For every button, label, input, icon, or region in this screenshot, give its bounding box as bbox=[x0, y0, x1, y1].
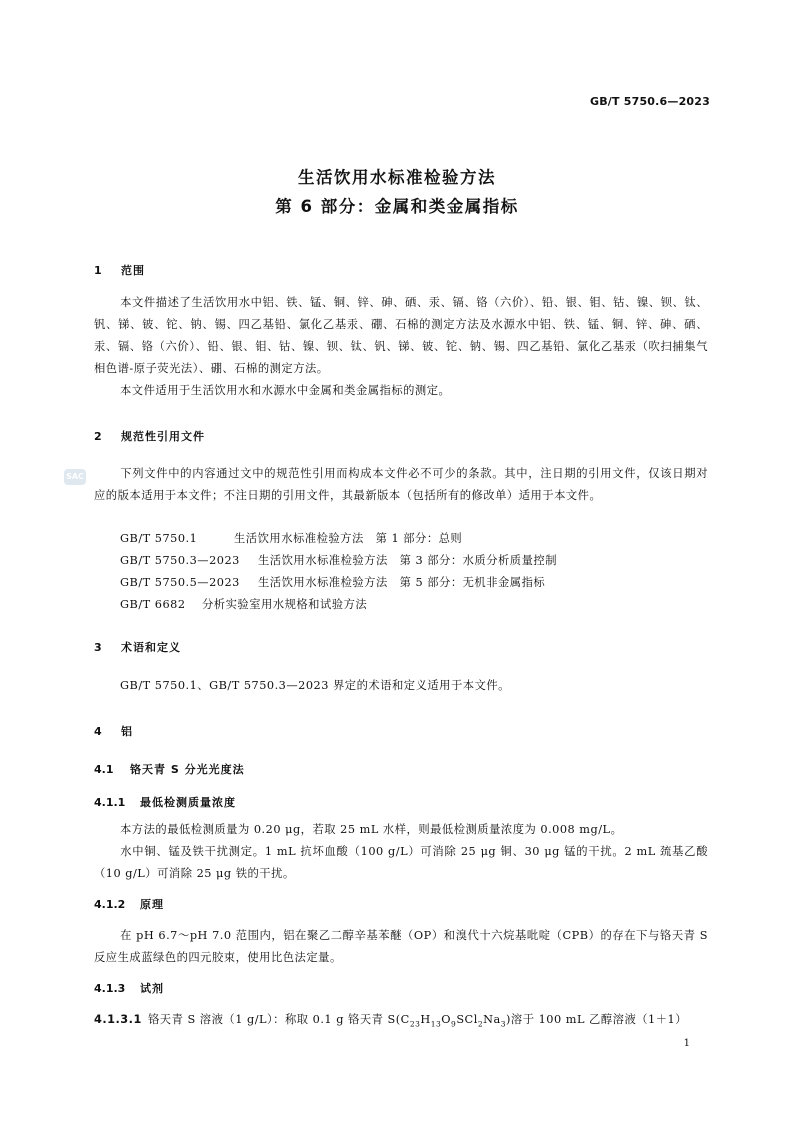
section-2-paragraph-1: 下列文件中的内容通过文中的规范性引用而构成本文件必不可少的条款。其中，注日期的引用文件，仅该日期对应的版本适用于本文件；不注日期的引用文件，其最新版本（包括所有的修改单）适用于本文件。 bbox=[94, 467, 708, 502]
section-4-1-heading bbox=[94, 761, 245, 777]
section-title: 术语和定义 bbox=[121, 641, 181, 654]
section-title: 范围 bbox=[121, 264, 145, 277]
section-number: 3 bbox=[94, 641, 102, 654]
reference-item bbox=[120, 530, 462, 546]
reference-item bbox=[120, 574, 545, 590]
section-number: 4.1.1 bbox=[94, 796, 126, 809]
section-4-1-1-heading bbox=[94, 794, 236, 810]
section-4-1-3-heading bbox=[94, 980, 164, 996]
reference-item bbox=[120, 552, 557, 568]
reference-title: 生活饮用水标准检验方法 第 1 部分：总则 bbox=[234, 532, 463, 545]
section-3-paragraph-1: GB/T 5750.1、GB/T 5750.3—2023 界定的术语和定义适用于本文件。 bbox=[120, 679, 510, 692]
section-4-1-1-paragraph-2: 水中铜、锰及铁干扰测定。1 mL 抗坏血酸（100 g/L）可消除 25 μg 铜、30 μg 锰的干扰。2 mL 巯基乙酸（10 g/L）可消除 25 μg 铁的干扰。 bbox=[94, 845, 708, 880]
reference-title: 生活饮用水标准检验方法 第 5 部分：无机非金属指标 bbox=[258, 576, 546, 589]
section-title: 规范性引用文件 bbox=[121, 430, 205, 443]
reference-code: GB/T 5750.5—2023 bbox=[120, 576, 240, 589]
section-3-heading bbox=[94, 639, 181, 655]
document-title: 生活饮用水标准检验方法 bbox=[298, 168, 496, 187]
reference-code: GB/T 5750.3—2023 bbox=[120, 554, 240, 567]
section-number: 1 bbox=[94, 264, 102, 277]
reference-code: GB/T 5750.1 bbox=[120, 532, 198, 545]
section-1-heading bbox=[94, 262, 145, 278]
reference-item bbox=[120, 596, 367, 612]
document-subtitle: 第 6 部分：金属和类金属指标 bbox=[275, 197, 519, 216]
reference-code: GB/T 6682 bbox=[120, 598, 186, 611]
section-number: 4.1.3.1 bbox=[94, 1013, 142, 1026]
section-4-heading bbox=[94, 723, 133, 739]
section-1-paragraph-1: 本文件描述了生活饮用水中铝、铁、锰、铜、锌、砷、硒、汞、镉、铬（六价）、铅、银、钼、钴、镍、钡、钛、钒、锑、铍、铊、钠、锡、四乙基铅、氯化乙基汞、硼、石棉的测定方法及水源水中铝、铁、锰、铜、锌、砷、硒、汞、镉、铬（六价）、铅、银、钼、钴、镍、钡、钛、钒、锑、铍、铊、钠、锡、四乙基铅、氯化乙基汞（吹扫捕集气相色谱-原子荧光法）、硼、石棉的测定方法。 bbox=[94, 296, 708, 375]
section-4-1-2-heading bbox=[94, 896, 164, 912]
page-number: 1 bbox=[683, 1038, 690, 1049]
section-number: 4.1.3 bbox=[94, 982, 126, 995]
section-4-1-2-paragraph-1: 在 pH 6.7～pH 7.0 范围内，铝在聚乙二醇辛基苯醚（OP）和溴代十六烷基吡啶（CPB）的存在下与铬天青 S 反应生成蓝绿色的四元胶束，使用比色法定量。 bbox=[94, 929, 708, 964]
section-2-heading bbox=[94, 428, 205, 444]
section-number: 2 bbox=[94, 430, 102, 443]
section-title: 原理 bbox=[140, 898, 164, 911]
document-code: GB/T 5750.6—2023 bbox=[589, 95, 710, 108]
section-title: 最低检测质量浓度 bbox=[140, 796, 236, 809]
section-1-paragraph-2: 本文件适用于生活饮用水和水源水中金属和类金属指标的测定。 bbox=[120, 384, 451, 397]
reference-title: 生活饮用水标准检验方法 第 3 部分：水质分析质量控制 bbox=[258, 554, 557, 567]
section-number: 4 bbox=[94, 725, 102, 738]
section-4-1-1-paragraph-1: 本方法的最低检测质量为 0.20 μg，若取 25 mL 水样，则最低检测质量浓度为 0.008 mg/L。 bbox=[120, 823, 623, 836]
section-title: 铬天青 S 分光光度法 bbox=[130, 763, 245, 776]
section-number: 4.1.2 bbox=[94, 898, 126, 911]
section-title: 试剂 bbox=[140, 982, 164, 995]
section-4-1-3-1-line: 4.1.3.1 铬天青 S 溶液（1 g/L）：称取 0.1 g 铬天青 $S(C_{23}H_{13}O_9SCl_2Na_3)$溶于 100 mL 乙醇溶液（1＋1） bbox=[94, 1013, 688, 1029]
section-title: 铝 bbox=[121, 725, 133, 738]
sac-watermark: SAC bbox=[64, 469, 86, 485]
section-number: 4.1 bbox=[94, 763, 114, 776]
reference-title: 分析实验室用水规格和试验方法 bbox=[202, 598, 368, 611]
